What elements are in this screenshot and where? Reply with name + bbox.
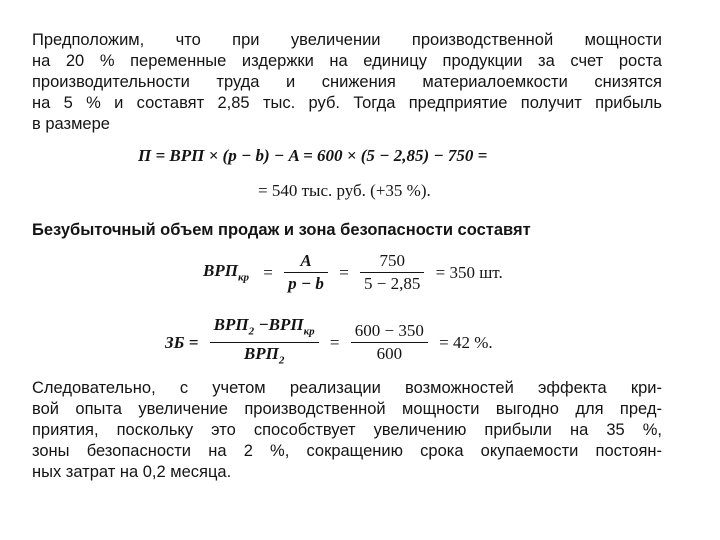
breakeven-lhs: ВРП (203, 261, 238, 281)
fraction-denominator: p − b (288, 274, 324, 293)
breakeven-lhs-sub: кр (237, 271, 250, 284)
formula-profit-line2: = 540 тыс. руб. (+35 %). (258, 181, 431, 200)
fraction-denominator: 600 (376, 344, 403, 364)
text-line: в размере (32, 115, 110, 133)
text-line: Предположим, что при увеличении производственной мощности (32, 31, 662, 49)
fraction-numerator: 600 − 350 (351, 320, 428, 343)
breakeven-result: = 350 шт. (435, 262, 503, 282)
safety-lhs: ЗБ = (165, 332, 199, 352)
breakeven-fraction-2 (360, 250, 424, 295)
safety-result: = 42 %. (439, 332, 493, 352)
text-line: вой опыта увеличение производственной мощности выгодно для пред- (32, 400, 662, 418)
text-line: зоны безопасности на 2 %, сокращению срока окупаемости постоян- (32, 442, 662, 460)
text-line: ных затрат на 0,2 месяца. (32, 463, 232, 481)
formula-safety-zone: ЗБ = $\frac{ВРП_2 -ВРП_{кр}}{ВРП_2}$ = $\frac{600 - 350}{600}$ = 42 %. (160, 314, 498, 372)
fraction-numerator: A (284, 250, 328, 273)
fraction-denominator: 5 − 2,85 (364, 274, 421, 293)
formula-breakeven: $ВРП_{кр}$ = $\frac{A}{p - b}$ = $\frac{750}{5 - 2,85}$ = 350 шт. (198, 250, 508, 295)
paragraph-conclusion (32, 378, 662, 483)
heading-breakeven (32, 220, 662, 241)
safety-fraction-2 (351, 320, 428, 365)
text-line: приятия, поскольку это способствует увеличению прибыли на 35 %, (32, 421, 662, 439)
text-line: Безубыточный объем продаж и зона безопасности составят (32, 221, 531, 239)
text-line: на 5 % и составят 2,85 тыс. руб. Тогда предприятие получит прибыль (32, 94, 662, 112)
paragraph-intro (32, 30, 662, 135)
text-line: Следовательно, с учетом реализации возможностей эффекта кри- (32, 379, 662, 397)
text-line: производительности труда и снижения материалоемкости снизятся (32, 73, 662, 91)
safety-fraction-1: $\frac{ВРП_2 -ВРП_{кр}}{ВРП_2}$ (210, 314, 319, 372)
denominator-part: ВРП (243, 344, 279, 364)
numerator-part: ВРП (213, 315, 249, 334)
formula-profit-line1: П = ВРП × (p − b) − A = 600 × (5 − 2,85) − 750 = (138, 146, 488, 165)
text-line: на 20 % переменные издержки на единицу продукции за счет роста (32, 52, 662, 70)
fraction-numerator: 750 (360, 250, 424, 273)
breakeven-fraction-1 (284, 250, 328, 295)
